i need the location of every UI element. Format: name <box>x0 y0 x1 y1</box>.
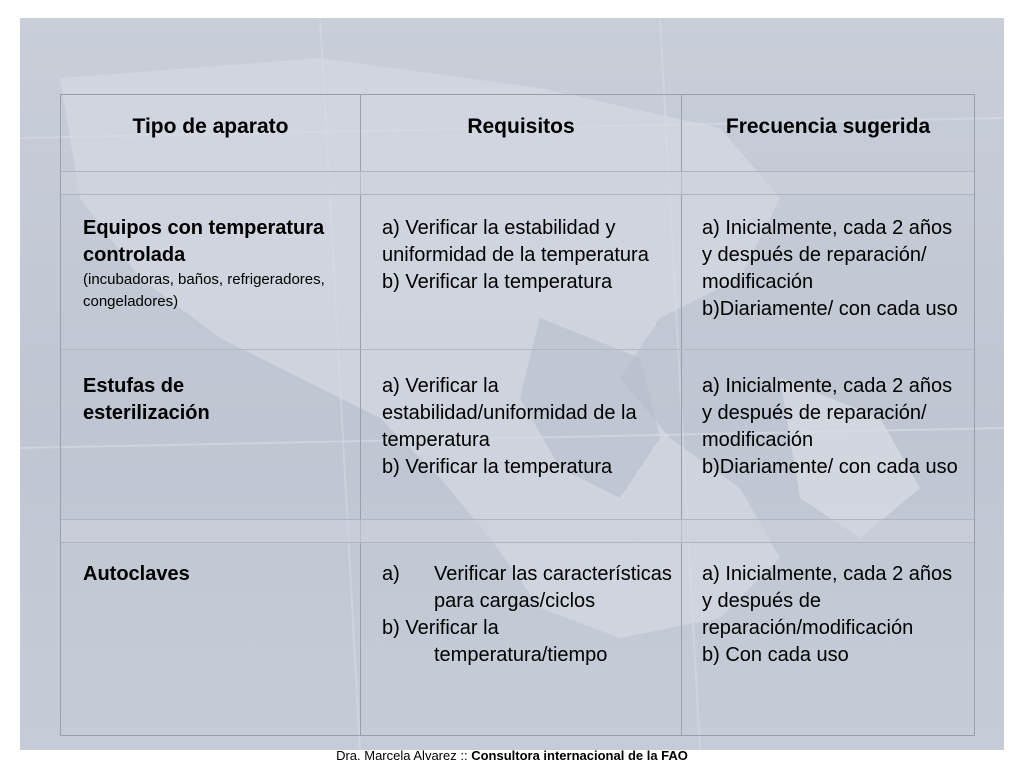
requirement-a: a) Verificar la estabilidad/uniformidad de la temperatura <box>382 375 637 451</box>
frequency-a: a) Inicialmente, cada 2 años y después de reparación/ modificación <box>702 217 953 293</box>
frequency-a: a) Inicialmente, cada 2 años y después de reparación/modificación <box>702 563 953 639</box>
requirement-a: a) Verificar la estabilidad y uniformidad de la temperatura <box>382 217 649 266</box>
header-requisitos: Requisitos <box>467 115 575 138</box>
requirement-b: b) Verificar la temperatura <box>382 271 613 293</box>
requirement-a <box>382 561 672 615</box>
cell-tipo <box>83 215 353 313</box>
frequency-b: b) Con cada uso <box>702 644 849 666</box>
equipment-type: Estufas de esterilización <box>83 375 210 424</box>
frequency-b: b)Diariamente/ con cada uso <box>702 298 958 320</box>
equipment-type: Autoclaves <box>83 563 190 585</box>
requirement-b-continuation: temperatura/tiempo <box>434 644 608 666</box>
requirement-b: b) Verificar la <box>382 617 499 639</box>
equipment-note: (incubadoras, baños, refrigeradores, congeladores) <box>83 271 325 310</box>
row-divider <box>61 349 974 350</box>
slide-footer <box>0 748 1024 763</box>
footer-organization: Consultora internacional de la FAO <box>471 748 688 763</box>
requirement-a-text: Verificar las características para cargas/ciclos <box>434 563 672 612</box>
cell-frecuencia <box>702 215 962 323</box>
table-header-row <box>61 115 974 155</box>
frequency-a: a) Inicialmente, cada 2 años y después de reparación/ modificación <box>702 375 953 451</box>
equipment-table <box>60 94 975 736</box>
frequency-b: b)Diariamente/ con cada uso <box>702 456 958 478</box>
row-separator <box>61 171 974 195</box>
equipment-type: Equipos con temperatura controlada <box>83 217 325 266</box>
cell-frecuencia <box>702 373 962 481</box>
header-frecuencia: Frecuencia sugerida <box>725 115 931 138</box>
cell-frecuencia <box>702 561 964 669</box>
requirement-b: b) Verificar la temperatura <box>382 456 613 478</box>
row-separator <box>61 519 974 543</box>
cell-requisitos <box>382 561 672 669</box>
cell-requisitos <box>382 215 672 296</box>
list-marker: a) <box>382 563 400 585</box>
cell-tipo <box>83 373 313 427</box>
footer-author: Dra. Marcela Alvarez :: <box>336 748 468 763</box>
cell-requisitos <box>382 373 672 481</box>
cell-tipo <box>83 561 353 588</box>
header-tipo: Tipo de aparato <box>132 115 289 138</box>
